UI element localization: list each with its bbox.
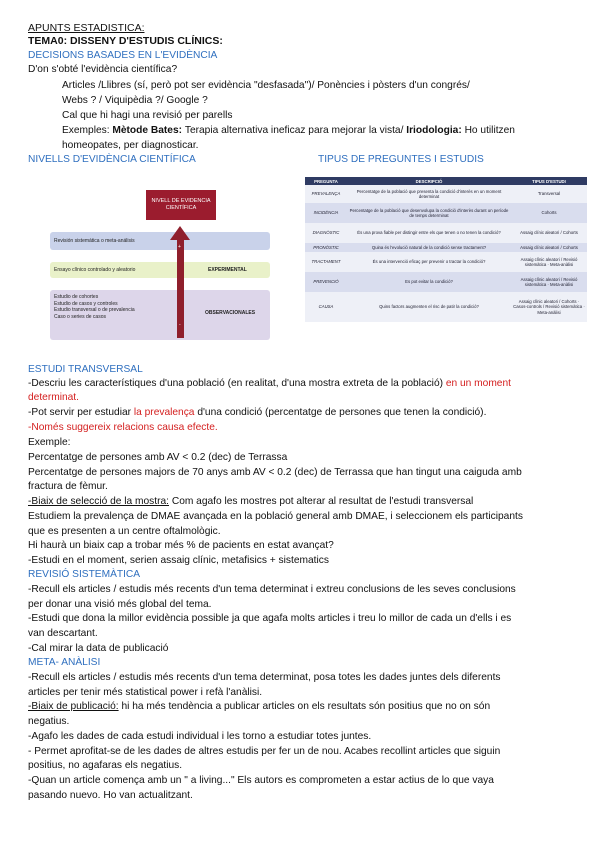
cell-description: Percentatge de la població que desenvolupa la condició d'interès durant un període de temps determinat xyxy=(347,203,511,223)
evidence-level-title: NIVELL DE EVIDENCIA CIENTÍFICA xyxy=(151,198,211,211)
cell-study-type: Transversal xyxy=(511,185,587,203)
transversal-line-3 xyxy=(28,406,486,419)
meta-analysis-heading: META- ANÀLISI xyxy=(28,657,101,668)
cell-question: DIAGNÒSTIC xyxy=(305,223,347,243)
transversal-line-4: -Només suggereix relacions causa efecte. xyxy=(28,422,218,433)
band3-label: OBSERVACIONALES xyxy=(205,310,256,316)
examples-prefix: Exemples: xyxy=(62,125,113,136)
meta-line-3 xyxy=(28,700,490,713)
transversal-text: -Pot servir per estudiar xyxy=(28,407,134,418)
meta-line-9: pasando nuevo. Ho van actualitzant. xyxy=(28,790,193,801)
cell-description: És una intervenció eficaç per prevenir o tractar la condició? xyxy=(347,252,511,272)
cell-study-type: Assaig clínic aleatori / Revisió sistemàtica · Meta-anàlisi xyxy=(511,252,587,272)
band1-text: Revisión sistemática o meta-análisis xyxy=(54,238,135,244)
cell-question: PREVENCIÓ xyxy=(305,272,347,292)
iridology-term: Iriodologia: xyxy=(406,125,465,136)
transversal-line-7: Percentatge de persones majors de 70 anys amb AV < 0.2 (dec) de Terrassa que han tingut una caiguda amb xyxy=(28,467,522,478)
band3-item: Caso o series de casos xyxy=(54,313,106,320)
meta-text: hi ha més tendència a publicar articles on els resultats són positius que no on són xyxy=(118,701,491,712)
cell-question: CAUSA xyxy=(305,292,347,322)
bates-method-term: Mètode Bates: xyxy=(112,125,185,136)
minus-sign: - xyxy=(179,322,181,328)
transversal-heading: ESTUDI TRANSVERSAL xyxy=(28,364,143,375)
transversal-highlight: en un moment xyxy=(445,378,511,389)
levels-heading: NIVELLS D'EVIDÈNCIA CIENTÍFICA xyxy=(28,154,196,165)
transversal-line-12: Hi haurà un biaix cap a trobar més % de pacients en estat avançat? xyxy=(28,540,334,551)
transversal-line-5: Exemple: xyxy=(28,437,71,448)
questions-heading: TIPUS DE PREGUNTES I ESTUDIS xyxy=(318,154,484,165)
review-line-2: per donar una visió més global del tema. xyxy=(28,599,212,610)
sources-line-2: Webs ? / Viquipèdia ?/ Google ? xyxy=(62,95,208,106)
cell-question: PREVALENÇA xyxy=(305,185,347,203)
band3-item: Estudio de casos y controles xyxy=(54,300,118,307)
meta-line-1: -Recull els articles / estudis més recents d'un tema determinat, posa totes les dades juntes dels diferents xyxy=(28,672,501,683)
bates-description: Terapia alternativa ineficaz para mejorar la vista/ xyxy=(184,125,407,136)
transversal-line-11: que es presenten a un centre oftalmològic. xyxy=(28,526,221,537)
question-types-table xyxy=(305,177,587,322)
cell-question: TRACTAMENT xyxy=(305,252,347,272)
meta-line-5: -Agafo les dades de cada estudi individual i les torno a estudiar totes juntes. xyxy=(28,731,372,742)
cell-description: Quina és l'evolució natural de la condició sense tractament? xyxy=(347,243,511,252)
review-line-5: -Cal mirar la data de publicació xyxy=(28,643,169,654)
transversal-line-10: Estudiem la prevalença de DMAE avançada en la població general amb DMAE, i seleccionem els participants xyxy=(28,511,523,522)
table-row xyxy=(305,292,587,322)
transversal-text: d'una condició (percentatge de persones que tenen la condició). xyxy=(194,407,487,418)
transversal-line-6: Percentatge de persones amb AV < 0.2 (dec) de Terrassa xyxy=(28,452,288,463)
meta-line-6: - Permet aprofitat-se de les dades de altres estudis per fer un de nou. Acabes recollint articles que siguin xyxy=(28,746,501,757)
selection-bias-term: -Biaix de selecció de la mostra: xyxy=(28,496,169,507)
meta-line-8: -Quan un article comença amb un " a living..." Els autors es comprometen a estar actius de lo que vaya xyxy=(28,775,494,786)
cell-description: És una prova fiable per distingir entre els que tenen o no tenen la condició? xyxy=(347,223,511,243)
band3-item: Estudio transversal o de prevalencia xyxy=(54,307,135,313)
cell-description: Es pot evitar la condició? xyxy=(347,272,511,292)
table-row xyxy=(305,272,587,292)
table-row xyxy=(305,223,587,243)
transversal-line-1 xyxy=(28,377,511,390)
sources-line-1: Articles /Llibres (sí, però pot ser evidència "desfasada")/ Ponències i pòsters d'un congrés/ xyxy=(62,80,470,91)
transversal-line-13: -Estudi en el moment, serien assaig clínic, metafisics + sistematics xyxy=(28,555,329,566)
transversal-highlight: la prevalença xyxy=(133,407,195,418)
table-header-row xyxy=(305,177,587,185)
cell-question: PRONÒSTIC xyxy=(305,243,347,252)
band3-item: Estudio de cohortes xyxy=(54,294,99,300)
table-row xyxy=(305,243,587,252)
cell-description: Percentatge de la població que presenta la condició d'interès en un moment determinat xyxy=(347,185,511,203)
topic-title: TEMA0: DISSENY D'ESTUDIS CLÍNICS: xyxy=(28,35,223,47)
systematic-review-heading: REVISIÓ SISTEMÀTICA xyxy=(28,569,141,580)
examples-line-cont: homeopates, per diagnosticar. xyxy=(62,140,199,151)
table-row xyxy=(305,203,587,223)
transversal-line-9 xyxy=(28,495,473,508)
review-line-1: -Recull els articles / estudis més recents d'un tema determinat i extreu conclusions de les seves conclusions xyxy=(28,584,516,595)
review-line-3: -Estudi que dona la millor evidència possible ja que agafa molts articles i treu lo millor de cada un d'ells i es xyxy=(28,613,512,624)
transversal-line-2: determinat. xyxy=(28,392,79,403)
transversal-text: -Descriu les característiques d'una població (en realitat, d'una mostra extreta de la població) xyxy=(28,378,446,389)
header-tipus-estudi: TIPUS D'ESTUDI xyxy=(511,177,587,185)
cell-study-type: Assaig clínic aleatori / Cohorts · Casos-controls / Revisió sistemàtica · Meta-anàlisi xyxy=(511,292,587,322)
cell-study-type: Assaig clínic aleatori / Cohorts xyxy=(511,223,587,243)
transversal-text: Com agafo les mostres pot alterar al resultat de l'estudi transversal xyxy=(169,496,474,507)
decisions-heading: DECISIONS BASADES EN L'EVIDÈNCIA xyxy=(28,50,218,61)
cell-study-type: Cohorts xyxy=(511,203,587,223)
examples-line xyxy=(62,124,515,137)
band2-text: Ensayo clínico controlado y aleatorio xyxy=(54,267,136,273)
meta-line-7: positius, no agafaras els negatius. xyxy=(28,760,183,771)
plus-sign: + xyxy=(178,244,181,250)
cell-question: INCIDÈNCIA xyxy=(305,203,347,223)
meta-line-2: articles per tenir més statistical power i refà l'anàlisi. xyxy=(28,687,263,698)
cell-description: Quins factors augmenten el risc de patir la condició? xyxy=(347,292,511,322)
meta-line-4: negatius. xyxy=(28,716,70,727)
header-pregunta: PREGUNTA xyxy=(305,177,347,185)
evidence-arrow-head xyxy=(170,226,190,240)
transversal-line-8: fractura de fèmur. xyxy=(28,481,108,492)
band3-list xyxy=(54,294,135,320)
iridology-description: Ho utilitzen xyxy=(464,125,515,136)
band2-label: EXPERIMENTAL xyxy=(208,267,247,273)
publication-bias-term: -Biaix de publicació: xyxy=(28,701,119,712)
table-row xyxy=(305,252,587,272)
evidence-level-title-box xyxy=(146,190,216,220)
cell-study-type: Assaig clínic aleatori / Cohorts xyxy=(511,243,587,252)
review-line-4: van descartant. xyxy=(28,628,98,639)
header-descripcio: DESCRIPCIÓ xyxy=(347,177,511,185)
table-row xyxy=(305,185,587,203)
peer-review-line: Cal que hi hagi una revisió per parells xyxy=(62,110,233,121)
cell-study-type: Assaig clínic aleatori / Revisió sistemàtica · Meta-anàlisi xyxy=(511,272,587,292)
notes-title: APUNTS ESTADISTICA: xyxy=(28,22,145,34)
evidence-level-figure xyxy=(50,182,275,342)
evidence-question: D'on s'obté l'evidència científica? xyxy=(28,64,178,75)
